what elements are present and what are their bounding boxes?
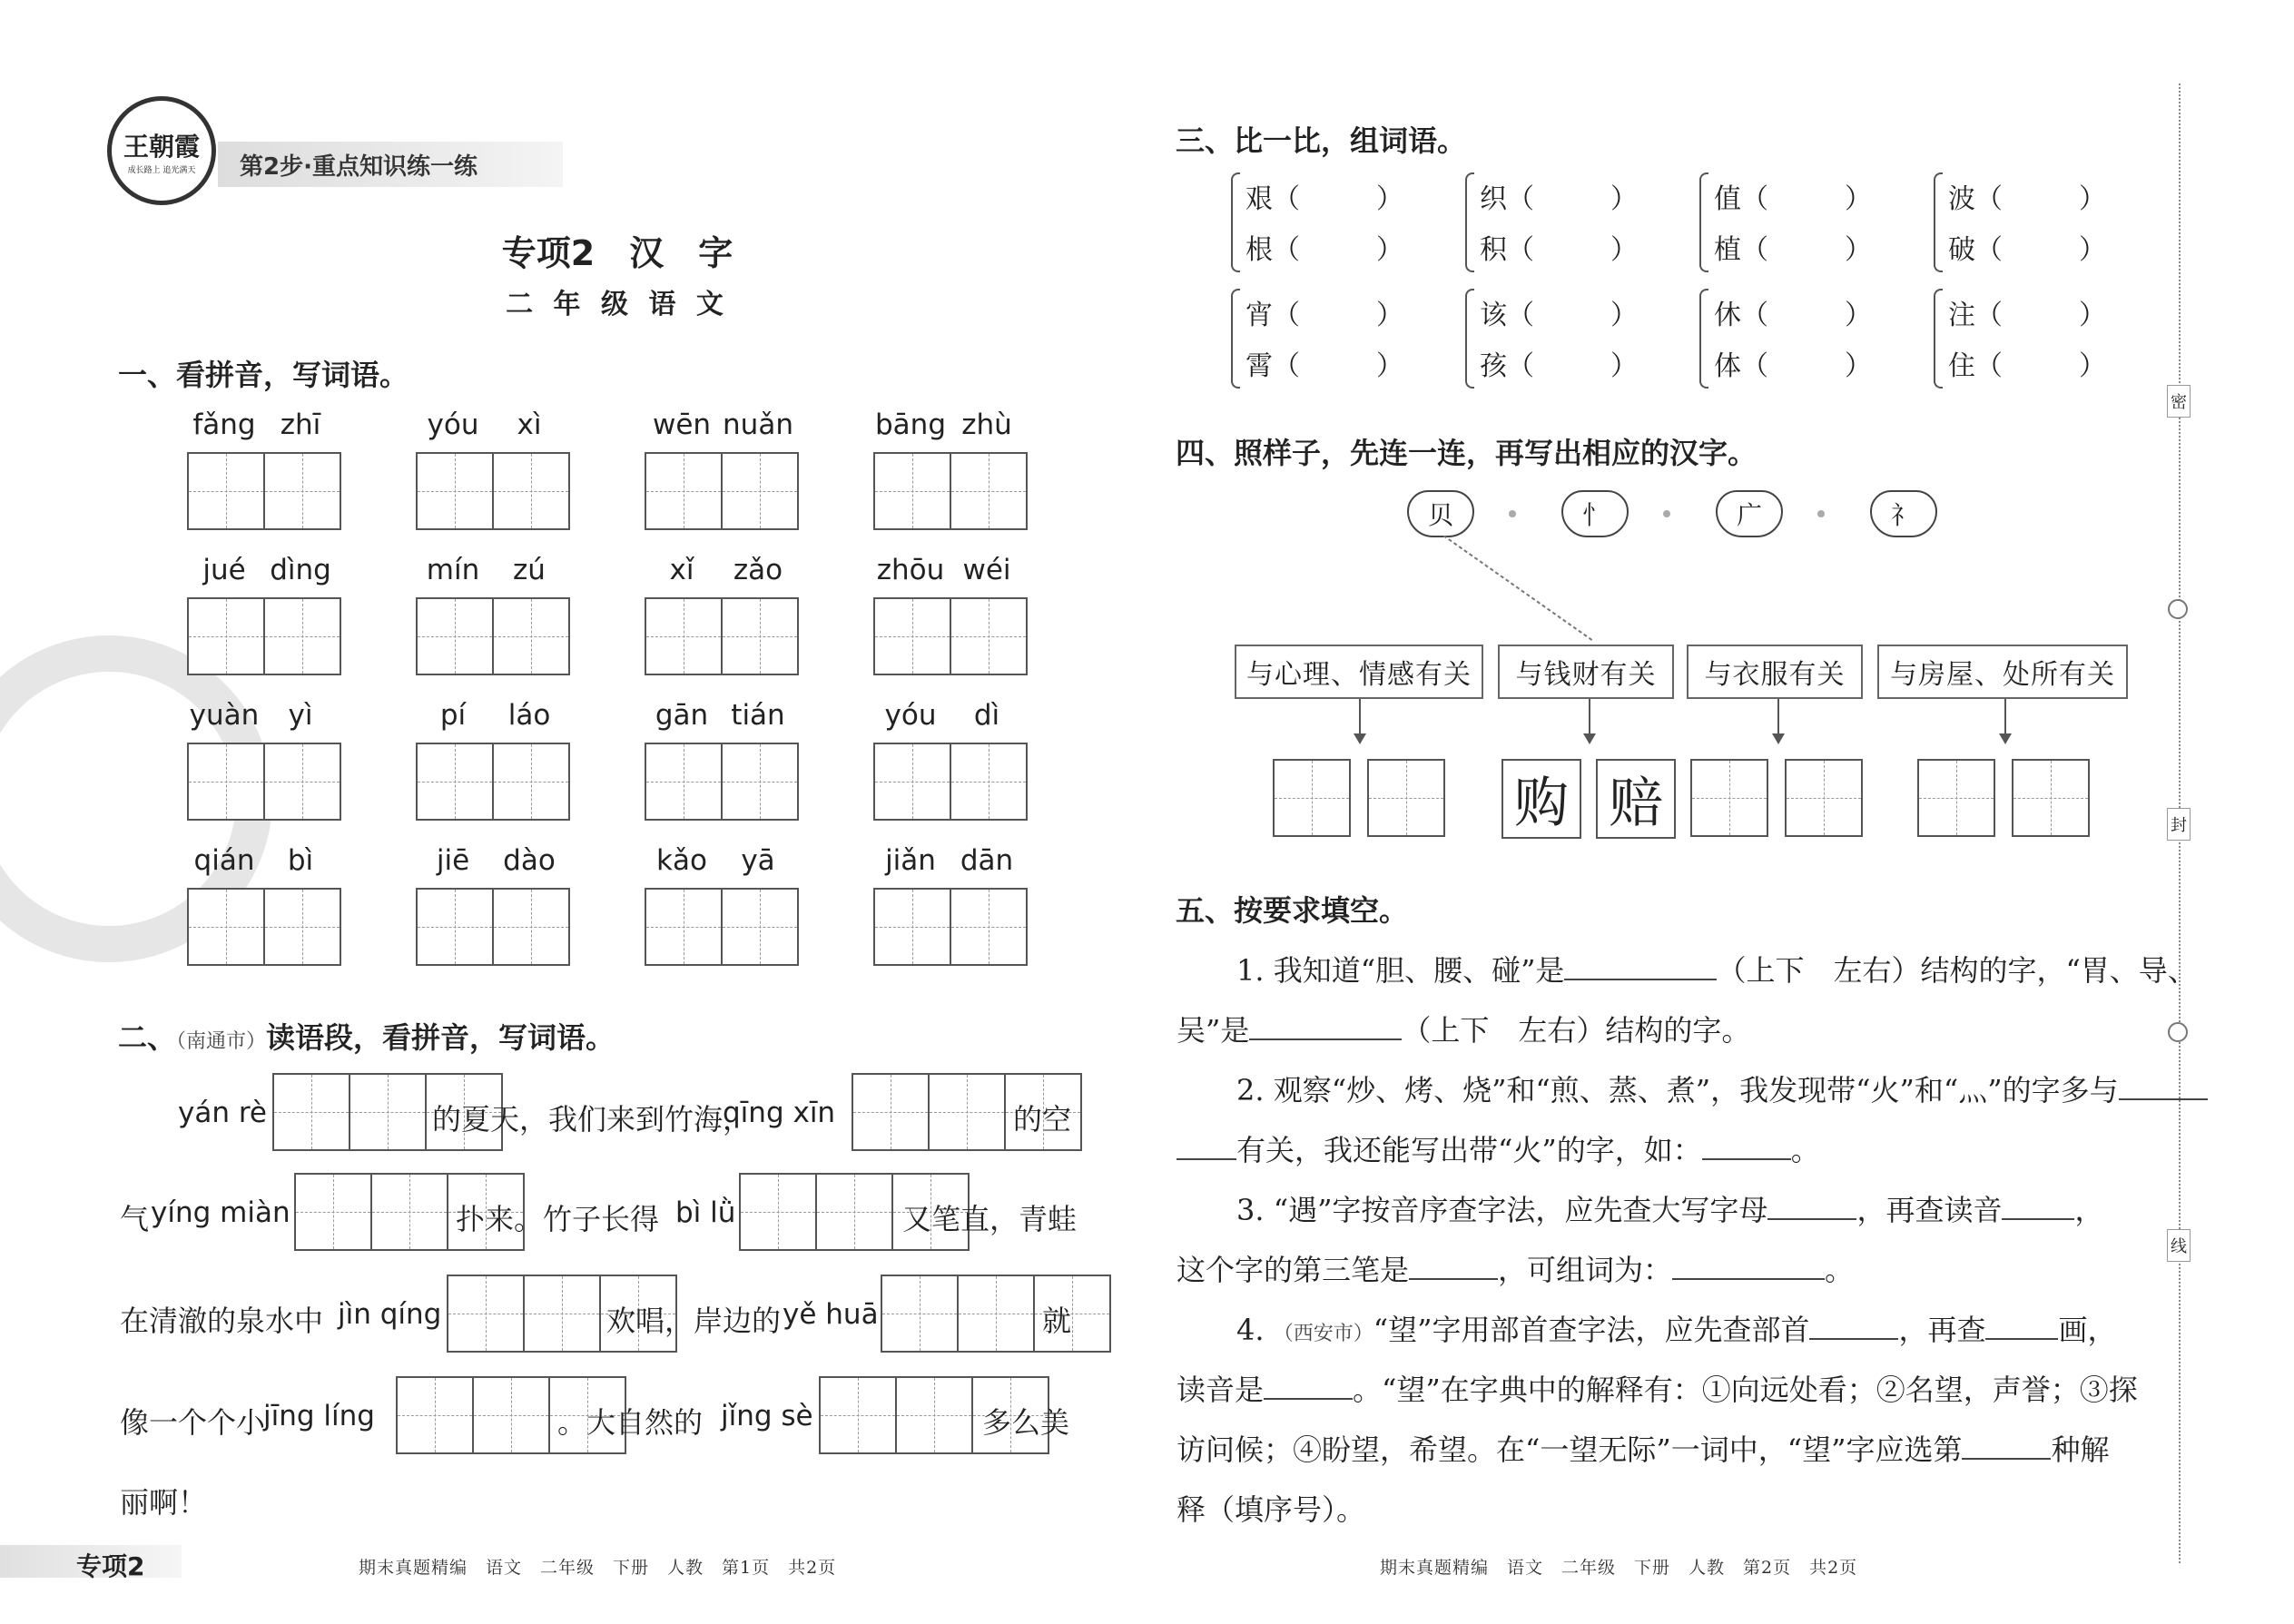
s2-pinyin: yě huā [783, 1298, 879, 1331]
q2-line1 [1236, 1068, 2208, 1109]
example-char: 购 [1514, 772, 1569, 835]
q3-text: 。 [1825, 1253, 1855, 1287]
compare-pair [1934, 172, 2124, 269]
writing-grid[interactable] [2012, 759, 2090, 837]
pinyin-syllable: wēn [652, 408, 712, 441]
q1-text: 1. 我知道“胆、腰、碰”是 [1236, 953, 1565, 988]
section2-instruction: 读语段，看拼音，写词语。 [266, 1020, 615, 1055]
pinyin-syllable: zhī [280, 408, 321, 441]
pinyin-syllable: dìng [270, 554, 331, 586]
pinyin-syllable: tián [731, 699, 785, 732]
writing-grid[interactable] [645, 597, 799, 675]
pinyin-syllable: bì [287, 844, 314, 877]
pinyin-syllable: zǎo [733, 554, 783, 586]
brace-icon [1934, 172, 1943, 272]
answer-blank[interactable] [1409, 1253, 1498, 1280]
footer-left: 期末真题精编 语文 二年级 下册 人教 第1页 共2页 [359, 1558, 837, 1578]
q4-text: 访问候；④盼望，希望。在“一望无际”一词中，“望”字应选第 [1177, 1432, 1963, 1467]
compare-pair [1465, 172, 1656, 269]
compare-char: 孩（ [1480, 350, 1534, 382]
section1-heading: 一、看拼音，写词语。 [118, 358, 409, 392]
seal-label: 封 [2167, 808, 2191, 841]
s2-text: 多么美 [982, 1405, 1070, 1440]
s2-pinyin: jǐng sè [721, 1400, 813, 1432]
dot [1817, 510, 1825, 517]
q3-text: ，可组词为： [1498, 1253, 1673, 1287]
compare-char: 体（ [1714, 350, 1768, 382]
writing-grid[interactable] [416, 743, 570, 821]
pinyin-syllable: yì [288, 699, 313, 732]
pinyin-syllable: zú [513, 554, 546, 586]
s2-text: 的空 [1013, 1102, 1072, 1137]
answer-blank[interactable] [1564, 953, 1717, 980]
q4-line3 [1177, 1427, 2109, 1469]
q1-text: 吴”是 [1177, 1013, 1250, 1048]
s2-text: 。大自然的 [557, 1405, 704, 1440]
writing-grid[interactable] [416, 888, 570, 966]
answer-blank[interactable] [2002, 1193, 2074, 1220]
compare-pair [1465, 289, 1656, 385]
writing-grid[interactable] [1367, 759, 1445, 837]
brace-icon [1699, 289, 1708, 389]
pinyin-syllable: jué [202, 554, 246, 586]
brace-icon [1231, 289, 1240, 389]
close-paren: ） [1376, 183, 1403, 215]
compare-pair [1934, 289, 2124, 385]
writing-grid[interactable] [187, 597, 341, 675]
brace-icon [1699, 172, 1708, 272]
close-paren: ） [1845, 183, 1872, 215]
writing-grid[interactable] [645, 888, 799, 966]
logo-subtext: 成长路上 追光满天 [127, 165, 196, 175]
radical-heart[interactable]: 贝 [1407, 490, 1474, 537]
compare-pair [1231, 172, 1422, 269]
s2-text: 丽啊！ [120, 1485, 208, 1520]
close-paren: ） [2079, 183, 2106, 215]
arrow-icon [1589, 699, 1590, 741]
footer-right: 期末真题精编 语文 二年级 下册 人教 第2页 共2页 [1380, 1558, 1858, 1578]
writing-grid[interactable] [187, 888, 341, 966]
writing-grid[interactable] [873, 597, 1028, 675]
s2-pinyin: jìn qíng [338, 1298, 442, 1331]
category-label[interactable]: 与心理、情感有关 [1235, 645, 1483, 699]
radical-heart[interactable]: 忄 [1561, 490, 1629, 537]
footer-tab: 专项2 [76, 1551, 145, 1581]
q4-text: 读音是 [1177, 1373, 1265, 1407]
binding-hole-icon [2168, 599, 2188, 619]
section5-heading: 五、按要求填空。 [1176, 893, 1409, 928]
section2-heading [118, 1015, 615, 1057]
answer-blank[interactable] [2119, 1073, 2208, 1100]
s2-text: 的夏天，我们来到竹海， [432, 1102, 753, 1137]
writing-grid[interactable] [645, 452, 799, 530]
answer-blank[interactable] [1702, 1133, 1791, 1160]
seal-label: 密 [2167, 385, 2191, 418]
compare-char: 宵（ [1245, 300, 1300, 331]
q4-text: “望”字用部首查字法，应先查部首 [1373, 1313, 1810, 1347]
answer-blank[interactable] [1672, 1253, 1825, 1280]
q4-line2 [1177, 1367, 2138, 1409]
compare-char: 休（ [1714, 300, 1768, 331]
answer-blank[interactable] [1264, 1373, 1353, 1400]
writing-grid[interactable] [1785, 759, 1863, 837]
writing-grid[interactable] [645, 743, 799, 821]
writing-grid[interactable] [1273, 759, 1351, 837]
s2-text: 气 [120, 1202, 150, 1236]
compare-pair [1699, 172, 1890, 269]
q2-text: 。 [1790, 1133, 1820, 1167]
close-paren: ） [1845, 350, 1872, 382]
compare-char: 波（ [1948, 183, 2003, 215]
answer-blank[interactable] [1249, 1013, 1402, 1040]
s2-pinyin: yíng miàn [151, 1196, 290, 1229]
s2-pinyin: yán rè [178, 1097, 267, 1129]
q3-text: 3. “遇”字按音序查字法，应先查大写字母 [1236, 1193, 1768, 1227]
s2-text: 像一个个小 [120, 1405, 266, 1440]
s2-text: 扑来。竹子长得 [456, 1202, 660, 1236]
q3-line1 [1236, 1187, 2103, 1229]
dot [1663, 510, 1670, 517]
step-banner [218, 142, 563, 187]
section2-city: （南通市） [176, 1030, 267, 1053]
s2-text: 在清澈的泉水中 [120, 1304, 324, 1338]
pinyin-syllable: yā [741, 844, 775, 877]
pinyin-syllable: mín [426, 554, 480, 586]
brace-icon [1465, 172, 1474, 272]
dot [1509, 510, 1516, 517]
q4-text: ，再查 [1898, 1313, 1986, 1347]
logo-text: 王朝霞 [123, 131, 200, 162]
q4-city: （西安市） [1273, 1323, 1373, 1345]
compare-char: 破（ [1948, 234, 2003, 266]
close-paren: ） [1845, 300, 1872, 331]
pinyin-syllable: nuǎn [723, 408, 793, 441]
page-subtitle: 二 年 级 语 文 [506, 289, 729, 320]
pinyin-syllable: fǎng [192, 408, 256, 441]
compare-char: 积（ [1480, 234, 1534, 266]
s2-pinyin: jīng líng [263, 1400, 375, 1432]
pinyin-syllable: yuàn [189, 699, 260, 732]
writing-grid[interactable] [881, 1275, 1111, 1353]
s2-pinyin: qīng xīn [723, 1097, 836, 1129]
close-paren: ） [2079, 234, 2106, 266]
example-char: 赔 [1609, 772, 1663, 835]
q4-line1 [1236, 1307, 2116, 1349]
q4-text: 释（填序号）。 [1177, 1492, 1366, 1527]
brace-icon [1231, 172, 1240, 272]
pinyin-syllable: pí [439, 699, 467, 732]
compare-char: 根（ [1245, 234, 1300, 266]
pinyin-syllable: zhù [961, 408, 1012, 441]
page-title: 专项2 汉 字 [501, 233, 733, 273]
pinyin-syllable: gān [655, 699, 709, 732]
answer-blank[interactable] [1962, 1432, 2051, 1460]
writing-grid[interactable] [1917, 759, 1995, 837]
compare-char: 该（ [1480, 300, 1534, 331]
compare-char: 植（ [1714, 234, 1768, 266]
close-paren: ） [1376, 350, 1403, 382]
q2-line2 [1177, 1127, 1820, 1169]
pinyin-syllable: dào [503, 844, 556, 877]
pinyin-syllable: dān [960, 844, 1014, 877]
close-paren: ） [1376, 300, 1403, 331]
compare-char: 住（ [1948, 350, 2003, 382]
q4-text: 。“望”在字典中的解释有：①向远处看；②名望，声誉；③探 [1353, 1373, 2138, 1407]
compare-char: 注（ [1948, 300, 2003, 331]
q3-text: ，再查读音 [1856, 1193, 2003, 1227]
compare-char: 值（ [1714, 183, 1768, 215]
close-paren: ） [1376, 234, 1403, 266]
q2-text: 2. 观察“炒、烤、烧”和“煎、蒸、煮”，我发现带“火”和“灬”的字多与 [1236, 1073, 2119, 1107]
section4-heading: 四、照样子，先连一连，再写出相应的汉字。 [1176, 436, 1757, 470]
q3-text: ， [2074, 1193, 2104, 1227]
binding-hole-icon [2168, 1022, 2188, 1042]
answer-blank[interactable] [1767, 1193, 1856, 1220]
writing-grid[interactable] [873, 743, 1028, 821]
compare-pair [1699, 289, 1890, 385]
writing-grid[interactable] [416, 452, 570, 530]
close-paren: ） [2079, 350, 2106, 382]
seal-label: 线 [2167, 1229, 2191, 1262]
pinyin-syllable: kǎo [656, 844, 707, 877]
example-connector-line [1443, 536, 1598, 645]
compare-char: 霄（ [1245, 350, 1300, 382]
radical-heart[interactable]: 礻 [1870, 490, 1937, 537]
pinyin-syllable: láo [507, 699, 551, 732]
pinyin-syllable: qián [193, 844, 255, 877]
pinyin-syllable: jiǎn [885, 844, 936, 877]
arrow-icon [1777, 699, 1779, 741]
section3-heading: 三、比一比，组词语。 [1176, 123, 1467, 158]
close-paren: ） [1610, 234, 1638, 266]
close-paren: ） [2079, 300, 2106, 331]
q1-text: （上下 左右）结构的字。 [1402, 1013, 1751, 1048]
close-paren: ） [1845, 234, 1872, 266]
s2-pinyin: bì lǜ [675, 1196, 736, 1229]
q4-line4 [1177, 1487, 1365, 1529]
pinyin-syllable: dì [973, 699, 1000, 732]
s2-text: 就 [1042, 1304, 1072, 1338]
compare-char: 织（ [1480, 183, 1534, 215]
q4-text: 画， [2058, 1313, 2117, 1347]
pinyin-syllable: yóu [884, 699, 937, 732]
q1-line2 [1177, 1008, 1750, 1049]
pinyin-syllable: jiē [436, 844, 470, 877]
category-label[interactable]: 与钱财有关 [1498, 645, 1674, 699]
writing-grid[interactable] [1690, 759, 1768, 837]
example-char-box [1596, 759, 1676, 839]
writing-grid[interactable] [187, 743, 341, 821]
arrow-icon [2004, 699, 2006, 741]
pinyin-syllable: bāng [875, 408, 946, 441]
q1-line1 [1236, 948, 2197, 989]
category-label[interactable]: 与房屋、处所有关 [1877, 645, 2128, 699]
q4-text: 4. [1236, 1313, 1274, 1347]
pinyin-syllable: zhōu [876, 554, 945, 586]
q3-line2 [1177, 1247, 1854, 1289]
brace-icon [1934, 289, 1943, 389]
q4-text: 种解 [2051, 1432, 2110, 1467]
close-paren: ） [1610, 350, 1638, 382]
q3-text: 这个字的第三笔是 [1177, 1253, 1410, 1287]
close-paren: ） [1610, 300, 1638, 331]
writing-grid[interactable] [873, 888, 1028, 966]
section2-number: 二、 [118, 1020, 177, 1055]
q1-text: （上下 左右）结构的字，“胃、导、 [1717, 953, 2197, 988]
category-label[interactable]: 与衣服有关 [1687, 645, 1863, 699]
answer-blank[interactable] [1177, 1133, 1236, 1160]
s2-text: 又笔直，青蛙 [902, 1202, 1078, 1236]
writing-grid[interactable] [873, 452, 1028, 530]
pinyin-syllable: yóu [427, 408, 479, 441]
example-char-box [1501, 759, 1581, 839]
s2-text: 欢唱，岸边的 [606, 1304, 782, 1338]
compare-pair [1231, 289, 1422, 385]
answer-blank[interactable] [1985, 1313, 2058, 1340]
writing-grid[interactable] [187, 452, 341, 530]
radical-heart[interactable]: 广 [1716, 490, 1783, 537]
step-label: 第2步·重点知识练一练 [240, 153, 478, 181]
pinyin-syllable: xǐ [669, 554, 694, 586]
brace-icon [1465, 289, 1474, 389]
pinyin-syllable: xì [517, 408, 542, 441]
arrow-icon [1359, 699, 1361, 741]
q2-text: 有关，我还能写出带“火”的字，如： [1236, 1133, 1702, 1167]
close-paren: ） [1610, 183, 1638, 215]
compare-char: 艰（ [1245, 183, 1300, 215]
writing-grid[interactable] [416, 597, 570, 675]
pinyin-syllable: wéi [962, 554, 1011, 586]
logo [107, 96, 216, 205]
answer-blank[interactable] [1809, 1313, 1898, 1340]
